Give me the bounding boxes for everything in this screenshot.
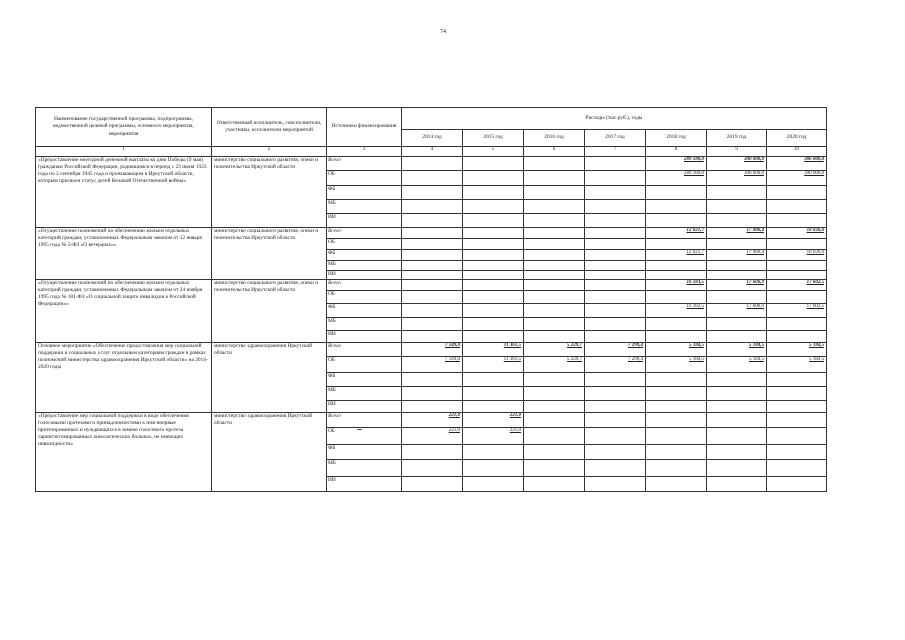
expense-value (402, 186, 463, 200)
column-number: 4 (402, 147, 463, 157)
funding-source: ИИ (327, 271, 402, 280)
expense-value (585, 291, 646, 304)
executor: министерство здравоохранения Иркутской области (212, 413, 327, 492)
executor: министерство социального развития, опеки и попечительства Иркутской области (212, 280, 327, 343)
funding-source: ИИ (327, 214, 402, 228)
expense-value: 12 021,7 (646, 228, 707, 239)
funding-source: ИИ (327, 401, 402, 413)
header-source: Источники финансирования (327, 108, 402, 147)
expense-value (585, 200, 646, 214)
funding-source: ОБ (327, 291, 402, 304)
expense-value (767, 318, 827, 331)
measure-name: Основное мероприятие «Обеспечение предоставления мер социальной поддержки и социальных услуг отдельным категориям граждан в рамках полномочий министерства здравоохранения Иркутской области» на 2014-2020 годы (36, 343, 212, 413)
funding-source: Всего (327, 343, 402, 357)
expense-value: 17 980,4 (707, 250, 767, 261)
header-expenses: Расходы (тыс.руб.), годы (402, 108, 827, 130)
measure-name: «Предоставление ежегодной денежной выплаты ко дню Победы (9 мая) гражданам Российской Федерации, родившимся в период с 23 июня 1923 года по 2 сентября 1945 года и проживающим в Иркутской области, которым присвоен статус детей Великой Отечественной войны» (36, 157, 212, 228)
expense-value (463, 387, 524, 401)
expense-value (646, 186, 707, 200)
expense-value (524, 291, 585, 304)
expense-value (707, 445, 767, 460)
expense-value (646, 331, 707, 343)
funding-source: МБ (327, 200, 402, 214)
expense-value (707, 271, 767, 280)
expense-value (707, 401, 767, 413)
funding-source: ОБ (327, 428, 402, 445)
header-year: 2019 год (707, 130, 767, 147)
expense-value (463, 157, 524, 171)
measure-name: «Осуществление полномочий по обеспечению жильем отдельных категорий граждан, установленных Федеральным законом от 12 января 1995 года № 5-ФЗ «О ветеранах»» (36, 228, 212, 280)
funding-source: Всего (327, 413, 402, 428)
expense-value (402, 239, 463, 250)
expense-value (524, 387, 585, 401)
table-row (36, 228, 827, 239)
expense-value (524, 157, 585, 171)
expense-value (707, 261, 767, 271)
header-year: 2020 год (767, 130, 827, 147)
expense-value (402, 261, 463, 271)
funding-source: ФБ (327, 304, 402, 318)
expense-value: 300 000,0 (767, 171, 827, 186)
expense-value: 5 184,5 (707, 357, 767, 373)
expense-value (524, 186, 585, 200)
header-year: 2014 год (402, 130, 463, 147)
expense-value (402, 228, 463, 239)
expense-value (524, 261, 585, 271)
expense-value (767, 428, 827, 445)
expense-value (767, 291, 827, 304)
expense-value: 7 149,0 (402, 343, 463, 357)
expense-value (767, 271, 827, 280)
column-number: 9 (707, 147, 767, 157)
column-number: 7 (585, 147, 646, 157)
expense-value (463, 200, 524, 214)
expense-value: 289 180,0 (646, 157, 707, 171)
expense-value (463, 304, 524, 318)
expense-value (585, 401, 646, 413)
expense-value: 5 184,5 (767, 357, 827, 373)
expense-value (707, 477, 767, 492)
expense-value (767, 239, 827, 250)
expense-value: 7 149,0 (402, 357, 463, 373)
funding-source: ОБ (327, 357, 402, 373)
expense-value (463, 291, 524, 304)
expense-value (585, 271, 646, 280)
expense-value: 221,0 (402, 413, 463, 428)
expense-value (767, 477, 827, 492)
table-row (36, 280, 827, 291)
funding-source: Всего (327, 280, 402, 291)
column-number: 8 (646, 147, 707, 157)
column-number: 5 (463, 147, 524, 157)
expense-value (585, 186, 646, 200)
expense-value (524, 331, 585, 343)
expense-value (646, 261, 707, 271)
expense-value (767, 200, 827, 214)
header-name: Наименование государственной программы, подпрограммы, ведомственной целевой программы, основного мероприятия, мероприятия (36, 108, 212, 147)
expense-value (707, 373, 767, 387)
expense-value (767, 373, 827, 387)
expense-value (707, 428, 767, 445)
expense-value (646, 291, 707, 304)
expense-value: 306 000,0 (767, 157, 827, 171)
expense-value (524, 200, 585, 214)
expense-value (585, 331, 646, 343)
expense-value: 5 184,5 (767, 343, 827, 357)
expense-value (646, 214, 707, 228)
expense-value (524, 171, 585, 186)
funding-source: ИИ (327, 331, 402, 343)
expense-value: 16 183,5 (646, 304, 707, 318)
expense-value (707, 186, 767, 200)
expense-value (402, 171, 463, 186)
funding-source: ФБ (327, 373, 402, 387)
expense-value: 7 299,4 (585, 343, 646, 357)
expense-value (402, 401, 463, 413)
expense-value (585, 239, 646, 250)
expense-value (646, 428, 707, 445)
expense-value (402, 387, 463, 401)
column-number: 2 (212, 147, 327, 157)
expense-value (707, 239, 767, 250)
stray-mark (357, 429, 362, 430)
expense-value (402, 271, 463, 280)
expense-value (402, 445, 463, 460)
page-number: 74 (440, 29, 446, 35)
expense-value (463, 460, 524, 477)
expense-value (463, 271, 524, 280)
expense-value (585, 387, 646, 401)
column-number: 1 (36, 147, 212, 157)
expense-value: 5 229,7 (524, 343, 585, 357)
expense-value (524, 460, 585, 477)
expense-value: 18 026,6 (767, 250, 827, 261)
expense-value (585, 171, 646, 186)
expense-value (463, 239, 524, 250)
expense-value (524, 413, 585, 428)
expense-value: 11 361,5 (463, 343, 524, 357)
table-row (36, 157, 827, 171)
expense-value: 300 000,0 (707, 157, 767, 171)
expense-value (402, 373, 463, 387)
funding-source: МБ (327, 460, 402, 477)
expense-value (463, 445, 524, 460)
expense-value: 7 299,4 (585, 357, 646, 373)
expense-value (646, 401, 707, 413)
expense-value (646, 460, 707, 477)
expense-value (402, 214, 463, 228)
column-number: 6 (524, 147, 585, 157)
funding-source: ОБ (327, 171, 402, 186)
expense-value (524, 228, 585, 239)
table-row (36, 343, 827, 357)
expense-value (707, 200, 767, 214)
expense-value (767, 460, 827, 477)
expense-value (402, 280, 463, 291)
expense-value (524, 428, 585, 445)
expense-value (402, 318, 463, 331)
expense-value (402, 291, 463, 304)
funding-source: ФБ (327, 250, 402, 261)
expense-value (463, 401, 524, 413)
expense-value (767, 186, 827, 200)
header-executor: Ответственный исполнитель, соисполнители, участники, исполнители мероприятий (212, 108, 327, 147)
table-row (36, 413, 827, 428)
expense-value: 5 184,5 (707, 343, 767, 357)
expense-value (767, 261, 827, 271)
expense-value (707, 331, 767, 343)
expense-value: 17 606,9 (707, 280, 767, 291)
expense-value (402, 157, 463, 171)
expense-value (402, 331, 463, 343)
expense-value (646, 373, 707, 387)
header-year: 2018 год (646, 130, 707, 147)
expense-value (402, 304, 463, 318)
executor: министерство социального развития, опеки и попечительства Иркутской области (212, 228, 327, 280)
expense-value (524, 271, 585, 280)
header-year: 2016 год (524, 130, 585, 147)
expense-value (707, 460, 767, 477)
expense-value (463, 250, 524, 261)
expense-value (646, 239, 707, 250)
expense-value (707, 413, 767, 428)
expense-value (767, 387, 827, 401)
expense-value (402, 460, 463, 477)
expense-value: 16 183,5 (646, 280, 707, 291)
expense-value: 17 602,5 (767, 280, 827, 291)
funding-source: ФБ (327, 186, 402, 200)
expense-value (707, 291, 767, 304)
column-number: 10 (767, 147, 827, 157)
expense-value (463, 477, 524, 492)
measure-name: «Осуществление полномочий по обеспечению жильем отдельных категорий граждан, установленных Федеральным законом от 24 ноября 1995 года № 181-ФЗ «О социальной защите инвалидов в Российской Федерации»» (36, 280, 212, 343)
expense-value (524, 239, 585, 250)
funding-source: МБ (327, 387, 402, 401)
executor: министерство здравоохранения Иркутской области (212, 343, 327, 413)
expense-value (767, 214, 827, 228)
header-year: 2015 год (463, 130, 524, 147)
expense-value (767, 331, 827, 343)
expense-value (646, 477, 707, 492)
expense-value (585, 318, 646, 331)
expense-value (402, 200, 463, 214)
expense-value: 5 229,7 (524, 357, 585, 373)
executor: министерство социального развития, опеки и попечительства Иркутской области (212, 157, 327, 228)
expense-value (524, 445, 585, 460)
expense-value: 221,0 (463, 413, 524, 428)
expense-value (585, 373, 646, 387)
expense-value: 17 602,5 (767, 304, 827, 318)
header-year: 2017 год (585, 130, 646, 147)
expense-value (463, 228, 524, 239)
funding-source: Всего (327, 228, 402, 239)
expense-value (585, 280, 646, 291)
funding-source: ФБ (327, 445, 402, 460)
expense-value (646, 271, 707, 280)
expense-value (524, 214, 585, 228)
expense-value (463, 186, 524, 200)
expense-value (767, 401, 827, 413)
expense-value: 12 021,7 (646, 250, 707, 261)
expense-value: 289 180,0 (646, 171, 707, 186)
expense-value (585, 228, 646, 239)
funding-source: МБ (327, 318, 402, 331)
expense-value (524, 304, 585, 318)
expense-value (463, 261, 524, 271)
column-number: 3 (327, 147, 402, 157)
expense-value (707, 318, 767, 331)
expense-value (767, 413, 827, 428)
funding-source: МБ (327, 261, 402, 271)
expense-value (402, 250, 463, 261)
expense-value: 5 184,5 (646, 343, 707, 357)
expense-value (463, 373, 524, 387)
expense-value (585, 304, 646, 318)
expense-value (585, 250, 646, 261)
expense-value: 5 184,5 (646, 357, 707, 373)
expense-value: 18 026,6 (767, 228, 827, 239)
expense-value (463, 318, 524, 331)
expense-value (585, 214, 646, 228)
expense-value (585, 477, 646, 492)
expense-value (524, 373, 585, 387)
expense-value (524, 250, 585, 261)
expense-value: 221,0 (402, 428, 463, 445)
expense-value (646, 318, 707, 331)
expense-value (646, 413, 707, 428)
expense-value (585, 428, 646, 445)
expense-value (524, 401, 585, 413)
expense-value: 11 361,5 (463, 357, 524, 373)
funding-source: ОБ (327, 239, 402, 250)
expense-value: 17 606,9 (707, 304, 767, 318)
expense-value (524, 280, 585, 291)
funding-source: Всего (327, 157, 402, 171)
expense-value (524, 477, 585, 492)
expense-value: 221,0 (463, 428, 524, 445)
expense-value (707, 387, 767, 401)
expense-value (646, 445, 707, 460)
expense-value (646, 200, 707, 214)
expense-value (463, 280, 524, 291)
expense-value (463, 331, 524, 343)
expense-value (524, 318, 585, 331)
expense-value (707, 214, 767, 228)
expense-value: 17 980,4 (707, 228, 767, 239)
measure-name: «Предоставление мер социальной поддержки в виде обеспечения голосовыми протезами и принадлежностями к ним впервые протезированных и нуждающихся в замене голосового протеза ларингэктомированных онкологических больных, не имеющих инвалидности» (36, 413, 212, 492)
expenses-table (35, 107, 827, 492)
expense-value (585, 261, 646, 271)
expense-value (585, 445, 646, 460)
expense-value (585, 157, 646, 171)
expense-value (402, 477, 463, 492)
expense-value (767, 445, 827, 460)
expense-value (585, 460, 646, 477)
funding-source: ИИ (327, 477, 402, 492)
expense-value (646, 387, 707, 401)
table-body (36, 157, 827, 492)
expense-value: 300 000,0 (707, 171, 767, 186)
expense-value (463, 214, 524, 228)
expense-value (463, 171, 524, 186)
expense-value (585, 413, 646, 428)
